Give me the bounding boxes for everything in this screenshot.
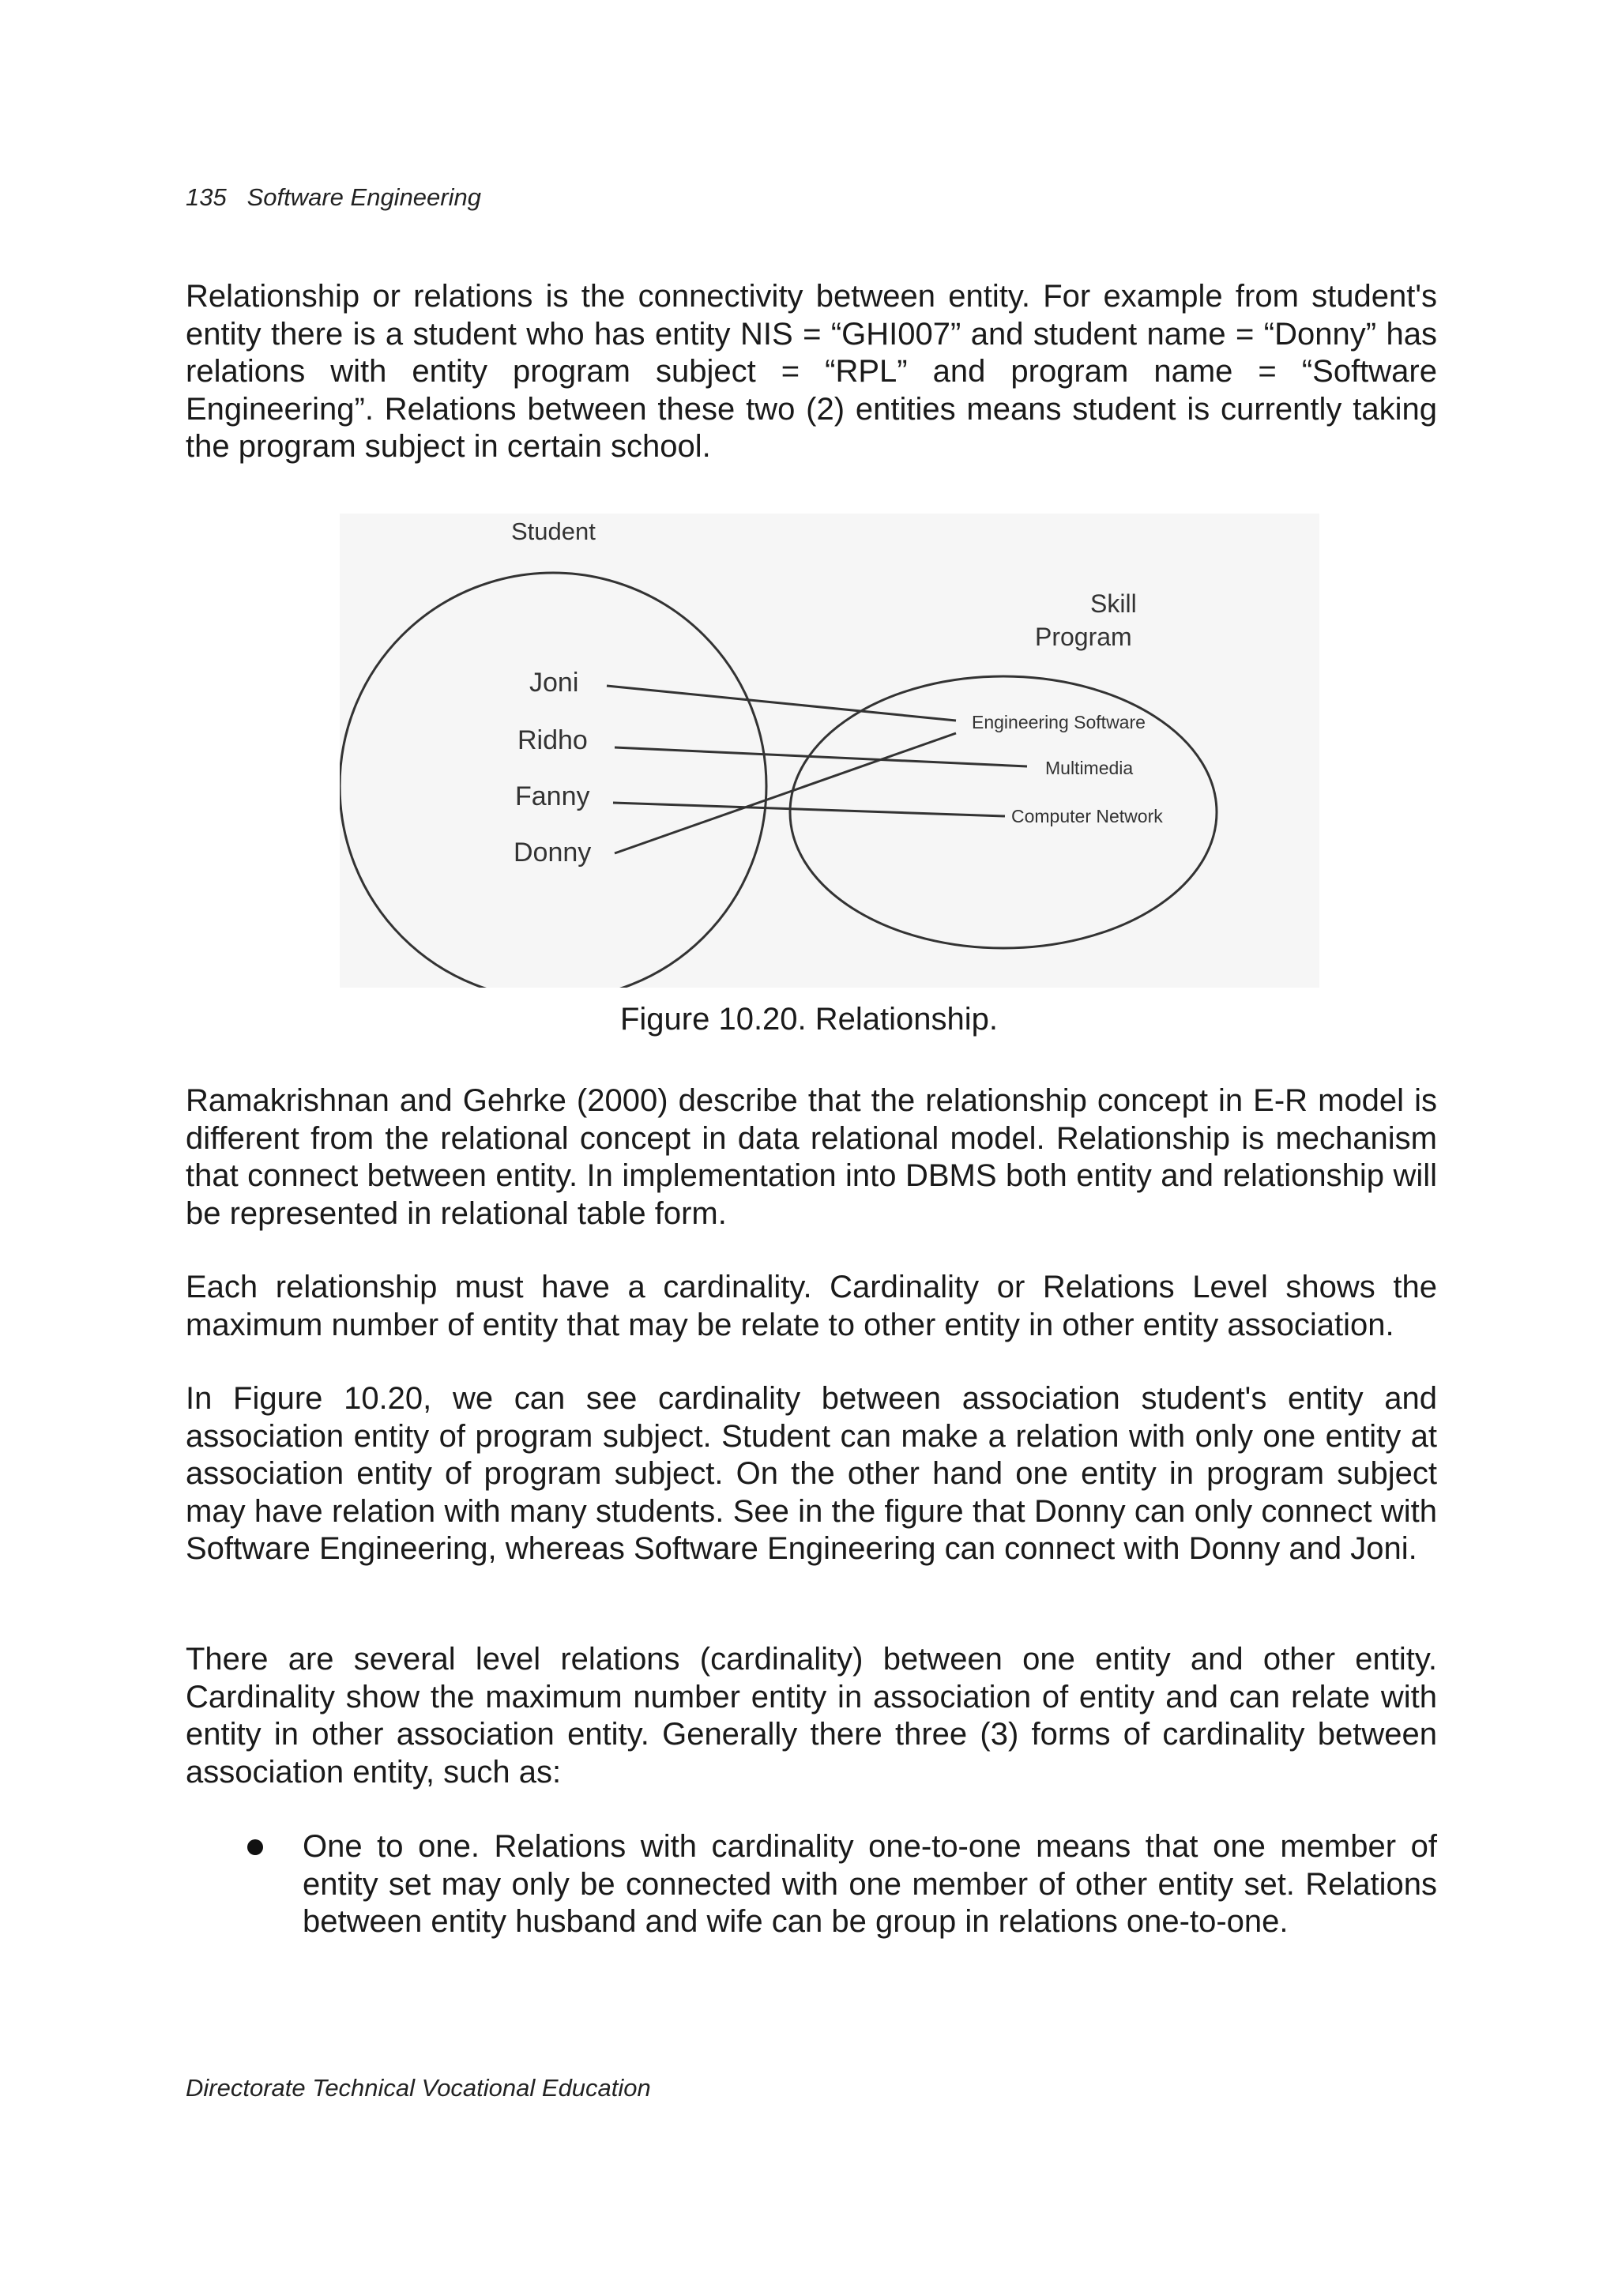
link-ridho-multimedia (615, 747, 1027, 766)
paragraph-figure-explanation: In Figure 10.20, we can see cardinality between association student's entity and association entity of program subject. Student can make a relation with only one entity at association entity of program subject. On the other hand one entity in program subject may have relation with many students. See in the figure that Donny can only connect with Software Engineering, whereas Software Engineering can connect with Donny and Joni. (186, 1381, 1437, 1566)
running-footer: Directorate Technical Vocational Education (186, 2074, 651, 2102)
student-name: Donny (514, 837, 592, 868)
page-number: 135 (186, 183, 227, 211)
bullet-text: One to one. Relations with cardinality one-to-one means that one member of entity set may only be connected with one member of other entity set. Relations between entity husband and wife can be group in relations one-to-one. (303, 1829, 1437, 1939)
cardinality-bullet-list (186, 1828, 1437, 1941)
link-fanny-computer-network (613, 803, 1005, 816)
book-title: Software Engineering (246, 183, 481, 211)
student-name: Ridho (517, 725, 588, 755)
relationship-diagram-svg (340, 514, 1319, 988)
figure-relationship-diagram (340, 514, 1319, 988)
paragraph-ramakrishnan: Ramakrishnan and Gehrke (2000) describe that the relationship concept in E-R model is different from the relational concept in data relational model. Relationship is mechanism that connect between entity. In implementation into DBMS both entity and relationship will be represented in relational table form. (186, 1083, 1437, 1231)
student-name: Joni (529, 668, 579, 698)
list-item (186, 1828, 1437, 1941)
student-set-title: Student (511, 518, 596, 545)
paragraph-relationship-definition: Relationship or relations is the connectivity between entity. For example from student's entity there is a student who has entity NIS = “GHI007” and student name = “Donny” has relations with entity program subject = “RPL” and program name = “Software Engineering”. Relations between these two (2) entities means student is currently taking the program subject in certain school. (186, 279, 1437, 464)
program-set-title-line2: Program (1035, 623, 1132, 651)
student-set-circle (340, 573, 766, 988)
figure-caption: Figure 10.20. Relationship. (619, 1002, 999, 1037)
running-header (186, 183, 481, 212)
paragraph-cardinality: Each relationship must have a cardinality. Cardinality or Relations Level shows the maximum number of entity that may be relate to other entity in other entity association. (186, 1270, 1437, 1342)
program-name: Computer Network (1011, 806, 1163, 826)
bullet-icon (247, 1839, 263, 1855)
program-set-title-line1: Skill (1090, 589, 1137, 618)
program-name: Engineering Software (972, 712, 1146, 732)
student-name: Fanny (515, 781, 590, 811)
paragraph-cardinality-levels: There are several level relations (cardinality) between one entity and other entity. Cardinality show the maximum number entity in association of entity and can relate with entity in other association entity. Generally there three (3) forms of cardinality between association entity, such as: (186, 1642, 1437, 1790)
program-name: Multimedia (1045, 758, 1134, 778)
link-donny-engineering-software (615, 733, 956, 853)
